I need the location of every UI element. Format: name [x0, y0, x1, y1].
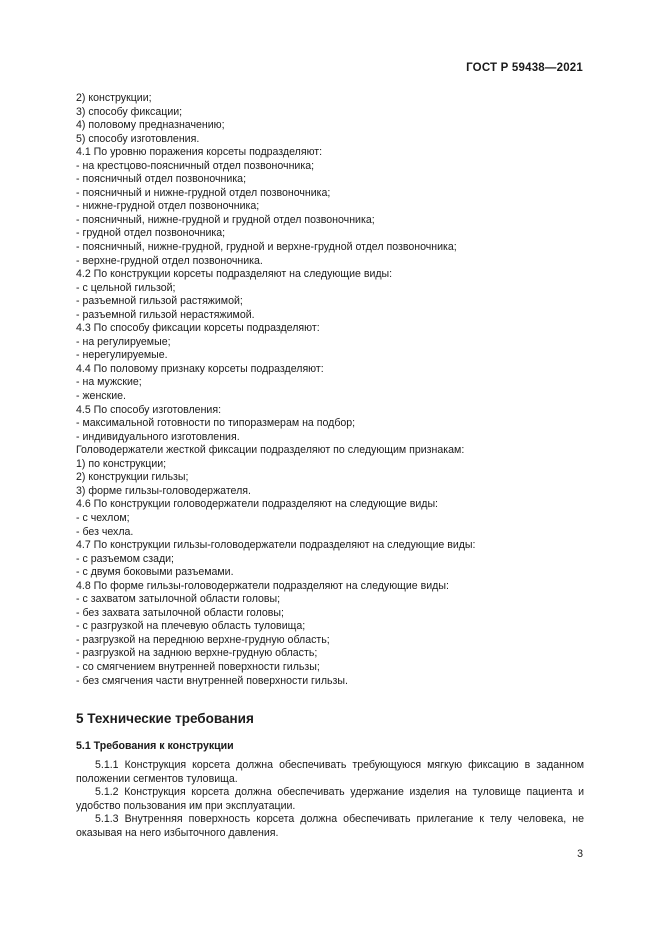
list-line: 4.5 По способу изготовления: — [76, 403, 222, 416]
classification-list — [76, 92, 586, 688]
list-line: - без захвата затылочной области головы; — [76, 606, 284, 619]
list-line: 4.1 По уровню поражения корсеты подразделяют: — [76, 146, 323, 159]
list-line: - поясничный, нижне-грудной, грудной и верхне-грудной отдел позвоночника; — [76, 241, 457, 254]
list-line: 4) половому предназначению; — [76, 119, 225, 132]
paragraph: 5.1.1 Конструкция корсета должна обеспечивать требующуюся мягкую фиксацию в заданном положении сегментов туловища. — [76, 759, 584, 785]
list-line: - без смягчения части внутренней поверхности гильзы. — [76, 674, 348, 687]
list-line: - нерегулируемые. — [76, 349, 168, 362]
list-line: - со смягчением внутренней поверхности гильзы; — [76, 660, 320, 673]
list-line: 4.8 По форме гильзы-головодержатели подразделяют на следующие виды: — [76, 579, 449, 592]
list-line: - на регулируемые; — [76, 335, 171, 348]
paragraph: 5.1.3 Внутренняя поверхность корсета должна обеспечивать прилегание к телу человека, не оказывая на него избыточного давления. — [76, 813, 584, 839]
list-line: - разгрузкой на заднюю верхне-грудную область; — [76, 647, 318, 660]
list-line: - нижне-грудной отдел позвоночника; — [76, 200, 260, 213]
list-line: - индивидуального изготовления. — [76, 430, 240, 443]
list-line: - с разгрузкой на плечевую область туловища; — [76, 620, 306, 633]
list-line: - без чехла. — [76, 525, 134, 538]
list-line: 4.6 По конструкции головодержатели подразделяют на следующие виды: — [76, 498, 439, 511]
list-line: - максимальной готовности по типоразмерам на подбор; — [76, 417, 356, 430]
list-line: 2) конструкции гильзы; — [76, 471, 189, 484]
list-line: - грудной отдел позвоночника; — [76, 227, 226, 240]
list-line: 1) по конструкции; — [76, 457, 167, 470]
list-line: - женские. — [76, 390, 126, 403]
list-line: - разъемной гильзой растяжимой; — [76, 295, 243, 308]
list-line: - разъемной гильзой нерастяжимой. — [76, 308, 255, 321]
list-line: 3) форме гильзы-головодержателя. — [76, 484, 251, 497]
page-number: 3 — [577, 848, 583, 860]
list-line: 4.3 По способу фиксации корсеты подразделяют: — [76, 322, 320, 335]
list-line: 4.4 По половому признаку корсеты подразделяют: — [76, 362, 324, 375]
list-line: - поясничный и нижне-грудной отдел позвоночника; — [76, 186, 331, 199]
subsection-title: 5.1 Требования к конструкции — [76, 740, 234, 752]
list-line: - с цельной гильзой; — [76, 281, 176, 294]
section-title: 5 Технические требования — [76, 711, 254, 726]
list-line: 4.2 По конструкции корсеты подразделяют на следующие виды: — [76, 268, 393, 281]
document-standard-header: ГОСТ Р 59438—2021 — [466, 62, 583, 74]
list-line: - с чехлом; — [76, 511, 130, 524]
list-line: - разгрузкой на переднюю верхне-грудную область; — [76, 633, 330, 646]
list-line: - на мужские; — [76, 376, 142, 389]
list-line: - с захватом затылочной области головы; — [76, 593, 281, 606]
list-line: - на крестцово-поясничный отдел позвоночника; — [76, 159, 315, 172]
paragraph: 5.1.2 Конструкция корсета должна обеспечивать удержание изделия на туловище пациента и удобство пользования им при эксплуатации. — [76, 786, 584, 812]
list-line: 3) способу фиксации; — [76, 105, 183, 118]
list-line: Головодержатели жесткой фиксации подразделяют по следующим признакам: — [76, 444, 465, 457]
list-line: 5) способу изготовления. — [76, 132, 200, 145]
list-line: - поясничный отдел позвоночника; — [76, 173, 247, 186]
list-line: 2) конструкции; — [76, 92, 152, 104]
list-line: - с двумя боковыми разъемами. — [76, 566, 234, 579]
list-line: - с разъемом сзади; — [76, 552, 175, 565]
list-line: - верхне-грудной отдел позвоночника. — [76, 254, 263, 267]
list-line: - поясничный, нижне-грудной и грудной отдел позвоночника; — [76, 213, 375, 226]
requirements-paragraphs — [76, 759, 584, 841]
list-line: 4.7 По конструкции гильзы-головодержатели подразделяют на следующие виды: — [76, 539, 476, 552]
